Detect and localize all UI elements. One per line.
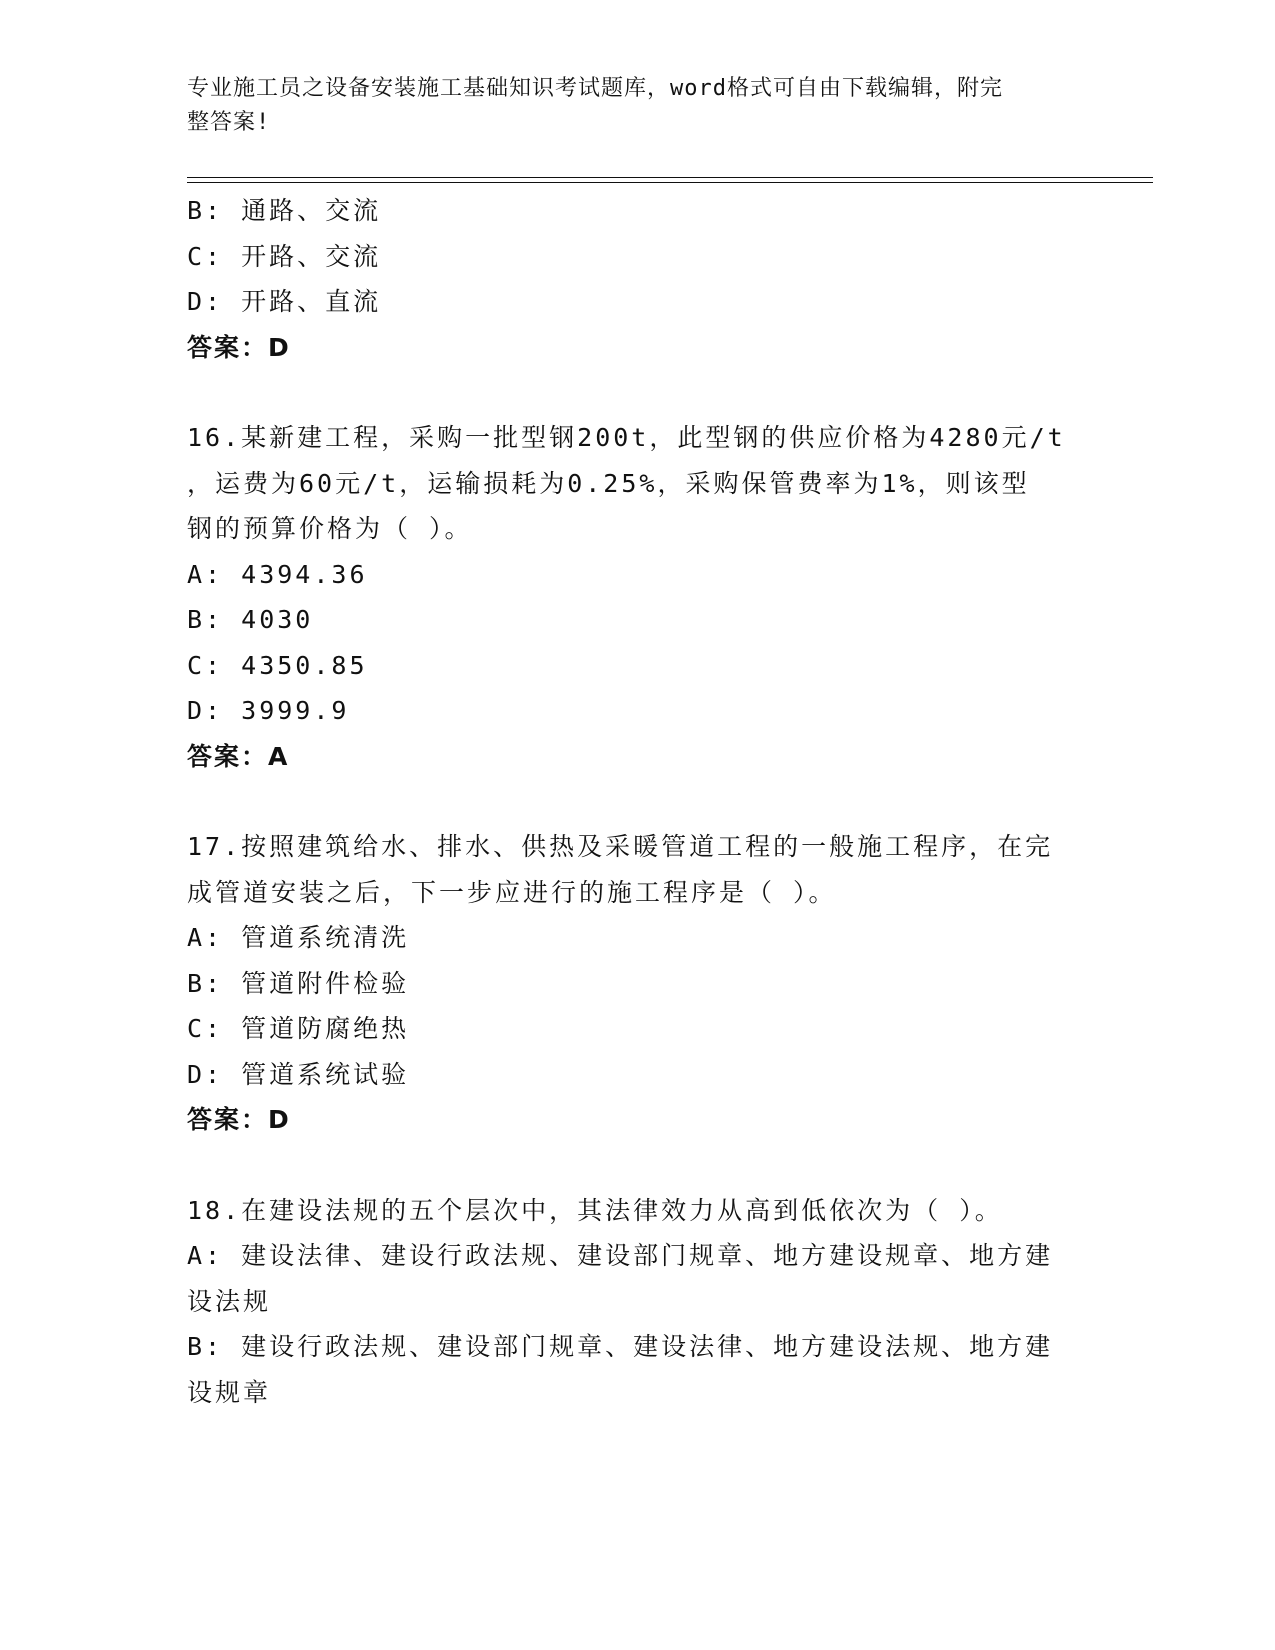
option-a: A: 4394.36 — [187, 559, 368, 589]
question-stem-line: 成管道安装之后，下一步应进行的施工程序是（ ）。 — [187, 877, 837, 907]
question-stem-line: ，运费为60元/t，运输损耗为0.25%，采购保管费率为1%，则该型 — [187, 468, 1030, 498]
option-b-line: 设规章 — [187, 1377, 272, 1407]
question-16 — [187, 415, 1087, 779]
question-content — [187, 188, 1087, 1415]
question-17 — [187, 824, 1087, 1143]
answer: 答案：D — [187, 332, 291, 362]
header-line-2: 整答案! — [187, 110, 271, 135]
option-d: D: 管道系统试验 — [187, 1059, 410, 1089]
document-header — [187, 72, 1067, 140]
option-a-line: A: 建设法律、建设行政法规、建设部门规章、地方建设规章、地方建 — [187, 1241, 1054, 1270]
option-d: D: 开路、直流 — [187, 287, 382, 316]
option-a-line: 设法规 — [187, 1286, 272, 1316]
option-c: C: 管道防腐绝热 — [187, 1014, 410, 1043]
header-rule-top — [187, 177, 1153, 178]
spacer — [187, 370, 1087, 415]
option-b-line: B: 建设行政法规、建设部门规章、建设法律、地方建设法规、地方建 — [187, 1332, 1054, 1361]
question-15 — [187, 188, 1087, 370]
spacer — [187, 1143, 1087, 1188]
option-c: C: 4350.85 — [187, 650, 368, 680]
answer: 答案：A — [187, 741, 290, 771]
header-rule-bottom — [187, 182, 1153, 183]
question-stem-line: 17.按照建筑给水、排水、供热及采暖管道工程的一般施工程序，在完 — [187, 832, 1054, 861]
option-b: B: 管道附件检验 — [187, 968, 410, 998]
option-d: D: 3999.9 — [187, 696, 350, 725]
option-b: B: 4030 — [187, 605, 314, 634]
option-b: B: 通路、交流 — [187, 196, 382, 225]
answer: 答案：D — [187, 1105, 291, 1134]
option-a: A: 管道系统清洗 — [187, 923, 410, 952]
question-stem-line: 18.在建设法规的五个层次中，其法律效力从高到低依次为（ ）。 — [187, 1195, 1003, 1225]
header-line-1: 专业施工员之设备安装施工基础知识考试题库，word格式可自由下载编辑，附完 — [187, 76, 1003, 101]
question-stem-line: 钢的预算价格为（ ）。 — [187, 514, 473, 543]
question-18 — [187, 1188, 1087, 1416]
option-c: C: 开路、交流 — [187, 241, 382, 271]
spacer — [187, 779, 1087, 824]
question-stem-line: 16.某新建工程，采购一批型钢200t，此型钢的供应价格为4280元/t — [187, 423, 1066, 452]
